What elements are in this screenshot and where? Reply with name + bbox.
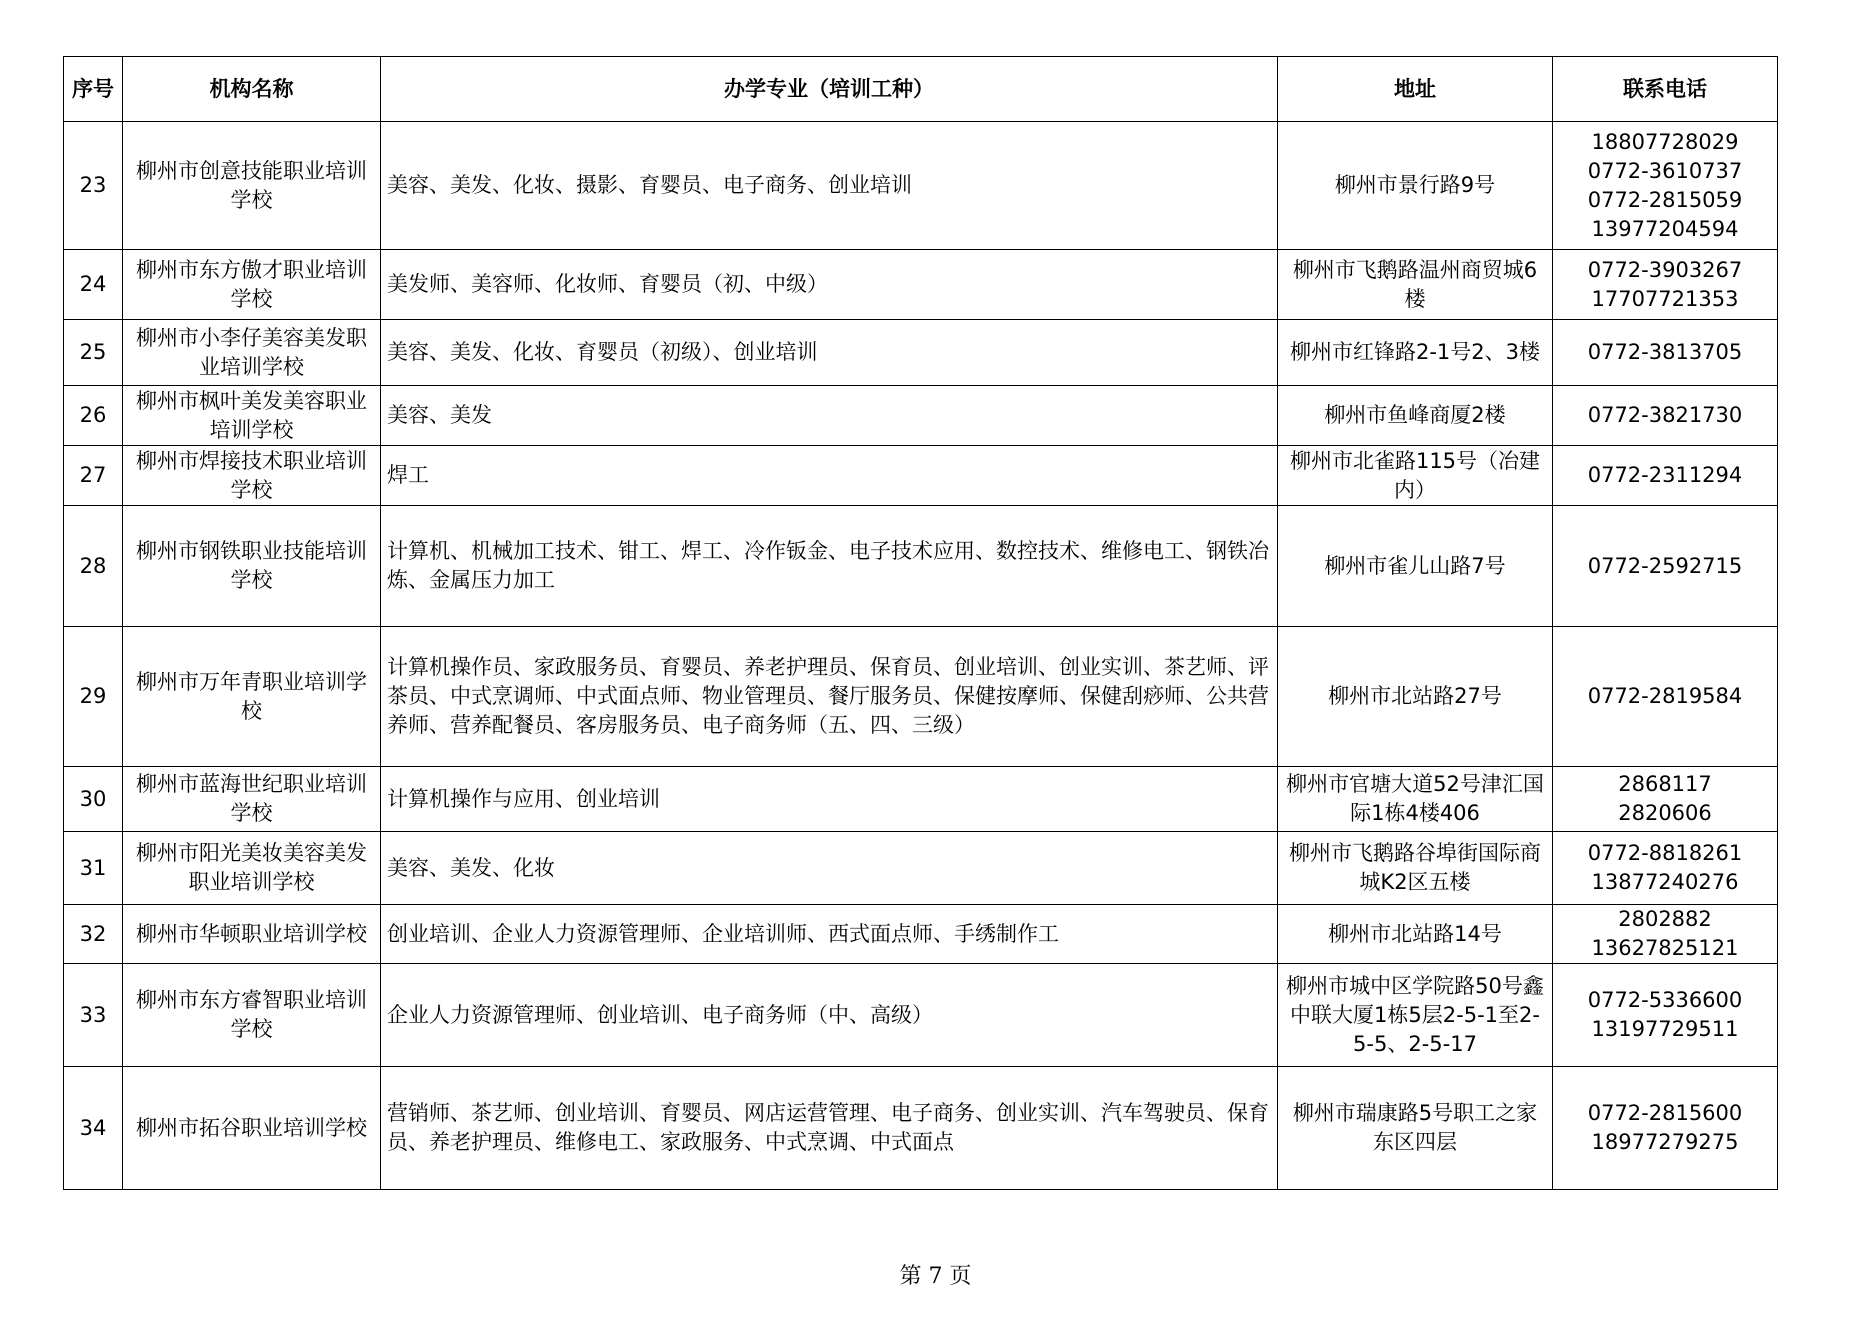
- row-index: 24: [64, 250, 123, 320]
- address: 柳州市北雀路115号（冶建内）: [1278, 446, 1553, 506]
- table-row: [64, 320, 1778, 386]
- phone-cell: [1553, 506, 1778, 627]
- phone-number: 17707721353: [1591, 286, 1739, 311]
- phone-cell: [1553, 964, 1778, 1067]
- row-index: 29: [64, 627, 123, 767]
- row-index: 33: [64, 964, 123, 1067]
- training-majors: 美发师、美容师、化妆师、育婴员（初、中级）: [381, 250, 1278, 320]
- address: 柳州市北站路27号: [1278, 627, 1553, 767]
- row-index: 26: [64, 386, 123, 446]
- training-majors: 计算机、机械加工技术、钳工、焊工、冷作钣金、电子技术应用、数控技术、维修电工、钢铁冶炼、金属压力加工: [381, 506, 1278, 627]
- table-row: [64, 446, 1778, 506]
- address: 柳州市鱼峰商厦2楼: [1278, 386, 1553, 446]
- address: 柳州市城中区学院路50号鑫中联大厦1栋5层2-5-1至2-5-5、2-5-17: [1278, 964, 1553, 1067]
- table-row: [64, 1067, 1778, 1190]
- phone-cell: [1553, 627, 1778, 767]
- header-major: 办学专业（培训工种）: [381, 57, 1278, 122]
- row-index: 25: [64, 320, 123, 386]
- address: 柳州市飞鹅路温州商贸城6楼: [1278, 250, 1553, 320]
- institution-name: 柳州市创意技能职业培训学校: [123, 122, 381, 250]
- institution-name: 柳州市东方睿智职业培训学校: [123, 964, 381, 1067]
- phone-number: 2868117: [1618, 772, 1712, 796]
- header-name: 机构名称: [123, 57, 381, 122]
- table-row: [64, 905, 1778, 964]
- institution-table: [63, 56, 1778, 1190]
- phone-cell: [1553, 386, 1778, 446]
- row-index: 23: [64, 122, 123, 250]
- phone-cell: [1553, 122, 1778, 250]
- header-address: 地址: [1278, 57, 1553, 122]
- phone-cell: [1553, 320, 1778, 386]
- training-majors: 营销师、茶艺师、创业培训、育婴员、网店运营管理、电子商务、创业实训、汽车驾驶员、保育员、养老护理员、维修电工、家政服务、中式烹调、中式面点: [381, 1067, 1278, 1190]
- institution-name: 柳州市万年青职业培训学校: [123, 627, 381, 767]
- training-majors: 美容、美发、化妆、育婴员（初级）、创业培训: [381, 320, 1278, 386]
- table-row: [64, 767, 1778, 832]
- table-row: [64, 964, 1778, 1067]
- training-majors: 计算机操作与应用、创业培训: [381, 767, 1278, 832]
- header-row: [64, 57, 1778, 122]
- address: 柳州市景行路9号: [1278, 122, 1553, 250]
- phone-number: 2820606: [1618, 801, 1712, 825]
- phone-number: 0772-2815600: [1587, 1101, 1743, 1125]
- header-index: 序号: [64, 57, 123, 122]
- phone-number: 0772-3610737: [1587, 158, 1743, 183]
- phone-number: 13627825121: [1591, 936, 1739, 960]
- training-majors: 企业人力资源管理师、创业培训、电子商务师（中、高级）: [381, 964, 1278, 1067]
- table-row: [64, 122, 1778, 250]
- row-index: 34: [64, 1067, 123, 1190]
- institution-name: 柳州市东方傲才职业培训学校: [123, 250, 381, 320]
- phone-cell: [1553, 832, 1778, 905]
- table-row: [64, 506, 1778, 627]
- phone-number: 0772-2592715: [1587, 553, 1743, 578]
- address: 柳州市官塘大道52号津汇国际1栋4楼406: [1278, 767, 1553, 832]
- row-index: 31: [64, 832, 123, 905]
- address: 柳州市瑞康路5号职工之家东区四层: [1278, 1067, 1553, 1190]
- institution-name: 柳州市钢铁职业技能培训学校: [123, 506, 381, 627]
- institution-name: 柳州市小李仔美容美发职业培训学校: [123, 320, 381, 386]
- phone-number: 0772-2311294: [1587, 463, 1743, 487]
- institution-name: 柳州市蓝海世纪职业培训学校: [123, 767, 381, 832]
- phone-cell: [1553, 1067, 1778, 1190]
- table-row: [64, 250, 1778, 320]
- header-phone: 联系电话: [1553, 57, 1778, 122]
- phone-cell: [1553, 905, 1778, 964]
- phone-number: 0772-3813705: [1587, 340, 1743, 364]
- institution-name: 柳州市阳光美妆美容美发职业培训学校: [123, 832, 381, 905]
- row-index: 30: [64, 767, 123, 832]
- address: 柳州市红锋路2-1号2、3楼: [1278, 320, 1553, 386]
- phone-number: 18807728029: [1591, 129, 1739, 154]
- phone-number: 13977204594: [1591, 216, 1739, 241]
- phone-number: 0772-5336600: [1587, 988, 1743, 1012]
- training-majors: 创业培训、企业人力资源管理师、企业培训师、西式面点师、手绣制作工: [381, 905, 1278, 964]
- institution-name: 柳州市枫叶美发美容职业培训学校: [123, 386, 381, 446]
- table-row: [64, 627, 1778, 767]
- phone-number: 0772-2819584: [1587, 684, 1743, 708]
- row-index: 27: [64, 446, 123, 506]
- institution-name: 柳州市拓谷职业培训学校: [123, 1067, 381, 1190]
- row-index: 32: [64, 905, 123, 964]
- training-majors: 焊工: [381, 446, 1278, 506]
- phone-number: 13877240276: [1591, 870, 1739, 894]
- institution-name: 柳州市焊接技术职业培训学校: [123, 446, 381, 506]
- phone-number: 13197729511: [1591, 1017, 1739, 1041]
- training-majors: 美容、美发、化妆: [381, 832, 1278, 905]
- table-row: [64, 832, 1778, 905]
- table-row: [64, 386, 1778, 446]
- phone-number: 0772-3821730: [1587, 403, 1743, 427]
- address: 柳州市飞鹅路谷埠街国际商城K2区五楼: [1278, 832, 1553, 905]
- address: 柳州市雀儿山路7号: [1278, 506, 1553, 627]
- training-majors: 美容、美发: [381, 386, 1278, 446]
- phone-number: 18977279275: [1591, 1130, 1739, 1154]
- phone-cell: [1553, 446, 1778, 506]
- training-majors: 计算机操作员、家政服务员、育婴员、养老护理员、保育员、创业培训、创业实训、茶艺师、评茶员、中式烹调师、中式面点师、物业管理员、餐厅服务员、保健按摩师、保健刮痧师、公共营养师、营养配餐员、客房服务员、电子商务师（五、四、三级）: [381, 627, 1278, 767]
- row-index: 28: [64, 506, 123, 627]
- phone-number: 0772-3903267: [1587, 257, 1743, 282]
- page-number: 第 7 页: [899, 1264, 972, 1289]
- institution-name: 柳州市华顿职业培训学校: [123, 905, 381, 964]
- phone-number: 2802882: [1618, 907, 1712, 931]
- address: 柳州市北站路14号: [1278, 905, 1553, 964]
- phone-cell: [1553, 767, 1778, 832]
- phone-number: 0772-2815059: [1587, 187, 1743, 212]
- phone-cell: [1553, 250, 1778, 320]
- phone-number: 0772-8818261: [1587, 841, 1743, 865]
- training-majors: 美容、美发、化妆、摄影、育婴员、电子商务、创业培训: [381, 122, 1278, 250]
